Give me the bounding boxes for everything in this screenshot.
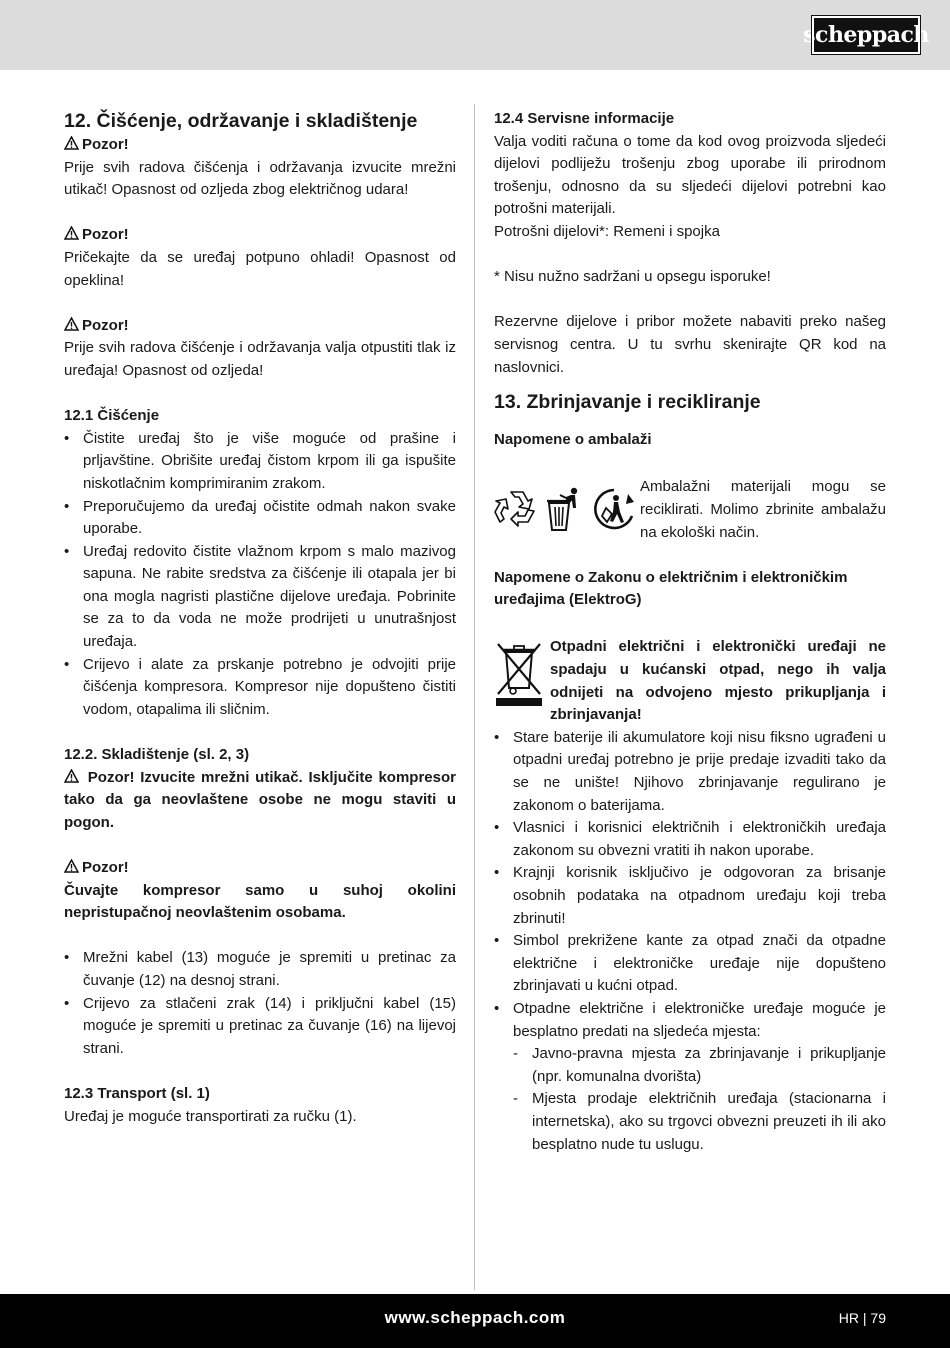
spare-parts-text: Rezervne dijelove i pribor možete nabaviti preko našeg servisnog centra. U tu svrhu skenirajte QR kod na naslovnici. xyxy=(494,313,886,376)
section-12-1-heading: 12.1 Čišćenje xyxy=(64,407,160,425)
section-12-4-heading: 12.4 Servisne informacije xyxy=(494,110,675,127)
section-12-3-heading: 12.3 Transport (sl. 1) xyxy=(64,1084,210,1102)
warning-triangle-icon xyxy=(64,226,80,240)
storage-warning-2-text: Čuvajte kompresor samo u suhoj okolini nepristupačnoj neovlaštenim osobama. xyxy=(64,881,456,922)
eco-disposal-icon xyxy=(590,486,638,532)
section-13-title: 13. Zbrinjavanje i recikliranje xyxy=(494,391,761,414)
list-item: • Crijevo za stlačeni zrak (14) i priključni kabel (15) moguće je spremiti u pretinac za čuvanje (16) na lijevoj strani. xyxy=(64,993,456,1061)
warning-2-label: Pozor! xyxy=(64,224,456,247)
right-column xyxy=(494,108,886,1156)
list-item: - Javno-pravna mjesta za zbrinjavanje i prikupljanje (npr. komunalna dvorišta) xyxy=(513,1043,886,1088)
warning-triangle-icon xyxy=(64,859,80,873)
warning-triangle-icon xyxy=(64,317,80,331)
page-number: HR | 79 xyxy=(838,1310,886,1326)
list-item: • Preporučujemo da uređaj očistite odmah nakon svake uporabe. xyxy=(64,496,456,541)
storage-warning: Pozor! Izvucite mrežni utikač. Isključite kompresor tako da ga neovlaštene osobe ne mogu staviti u pogon. xyxy=(64,768,456,831)
list-item: • Otpadne električne i elektroničke uređaje moguće je besplatno predati na sljedeća mjesta: - Javno-pravna mjesta za zbrinjavanje i prikupljanje (npr. komunalna dvorišta) - Mjesta prodaje električnih uređaja (stacionarna i internetska), ako su trgovci obvezni preuzeti ih ili ako besplatno nude tu uslugu. xyxy=(494,998,886,1156)
recycle-icon xyxy=(494,486,540,532)
weee-list xyxy=(494,727,886,1156)
brand-logo: scheppach xyxy=(812,16,920,54)
list-item: - Mjesta prodaje električnih uređaja (stacionarna i internetska), ako su trgovci obvezni preuzeti ih ili ako besplatno nude tu uslugu. xyxy=(513,1088,886,1156)
warning-triangle-icon xyxy=(64,769,80,783)
warning-3-text: Prije svih radova čišćenje i održavanja valja otpustiti tlak iz uređaja! Opasnost od ozljeda! xyxy=(64,339,456,379)
list-item: • Čistite uređaj što je više moguće od prašine i prljavštine. Obrišite uređaj čistom krpom ili ga ispušite niskotlačnim komprimiranim zrakom. xyxy=(64,428,456,496)
weee-heading: Napomene o Zakonu o električnim i elektroničkim uređajima (ElektroG) xyxy=(494,568,848,609)
top-bar xyxy=(0,0,950,70)
storage-warning-2-label: Pozor! xyxy=(64,857,456,880)
cleaning-list xyxy=(64,428,456,722)
warning-3-label: Pozor! xyxy=(64,315,456,338)
packaging-block xyxy=(494,476,886,544)
storage-list xyxy=(64,947,456,1060)
packaging-text: Ambalažni materijali mogu se reciklirati. Molimo zbrinite ambalažu na ekološki način. xyxy=(640,478,886,541)
list-item: • Crijevo i alate za prskanje potrebno je odvojiti prije čišćenja kompresora. Kompresor nije dopušteno čistiti vodom, otapalima ili sličnim. xyxy=(64,654,456,722)
waste-bin-person-icon xyxy=(544,486,586,532)
list-item: • Krajnji korisnik isključivo je odgovoran za brisanje osobnih podataka na otpadnom uređaju koji treba zbrinuti! xyxy=(494,862,886,930)
list-item: • Uređaj redovito čistite vlažnom krpom s malo mazivog sapuna. Ne rabite sredstva za čišćenje ili otapala jer bi ona mogla nagristi plastične dijelove uređaja. Pobrinite se za to da voda ne može prodrijeti u unutrašnjost uređaja. xyxy=(64,541,456,654)
service-info-text: Valja voditi računa o tome da kod ovog proizvoda sljedeći dijelovi podliježu trošenju zbog uporabe ili prirodnom trošenju, odnosno da su sljedeći dijelovi potrebni kao potrošni materijali. xyxy=(494,132,886,218)
list-item: • Stare baterije ili akumulatore koji nisu fiksno ugrađeni u otpadni uređaj potrebno je prije predaje izvaditi tako da se ne unište! Njihovo zbrinjavanje regulirano je zakonom o baterijama. xyxy=(494,727,886,817)
section-12-2-heading: 12.2. Skladištenje (sl. 2, 3) xyxy=(64,746,250,764)
list-item: • Simbol prekrižene kante za otpad znači da otpadne električne i elektroničke uređaje nije dopušteno zbrinjavati u kućni otpad. xyxy=(494,930,886,998)
warning-2-text: Pričekajte da se uređaj potpuno ohladi! Opasnost od opeklina! xyxy=(64,248,456,289)
column-divider xyxy=(474,104,475,1290)
weee-bold-text: Otpadni električni i elektronički uređaji ne spadaju u kućanski otpad, nego ih valja odnijeti na odvojeno mjesto prikupljanja i zbrinjavanja! xyxy=(550,638,886,724)
delivery-note: * Nisu nužno sadržani u opsegu isporuke! xyxy=(494,268,771,286)
website-link[interactable]: www.scheppach.com xyxy=(384,1308,566,1327)
list-item: • Vlasnici i korisnici električnih i elektroničkih uređaja zakonom su obvezni vratiti ih nakon uporabe. xyxy=(494,817,886,862)
warning-1-text: Prije svih radova čišćenja i održavanja izvucite mrežni utikač! Opasnost od ozljeda zbog električnog udara! xyxy=(64,158,456,199)
footer-bar xyxy=(0,1294,950,1348)
left-column xyxy=(64,108,456,1128)
packaging-heading: Napomene o ambalaži xyxy=(494,431,652,449)
packaging-icons xyxy=(494,476,640,532)
collection-points-list xyxy=(513,1043,886,1156)
list-item: • Mrežni kabel (13) moguće je spremiti u pretinac za čuvanje (12) na desnoj strani. xyxy=(64,947,456,992)
weee-block xyxy=(494,636,886,726)
transport-text: Uređaj je moguće transportirati za ručku (1). xyxy=(64,1107,357,1125)
wear-parts-text: Potrošni dijelovi*: Remeni i spojka xyxy=(494,222,720,240)
weee-symbol xyxy=(494,636,546,708)
section-12-title: 12. Čišćenje, održavanje i skladištenje xyxy=(64,110,418,132)
crossed-bin-icon xyxy=(494,640,544,708)
warning-1-label: Pozor! xyxy=(64,134,456,157)
warning-triangle-icon xyxy=(64,136,80,150)
